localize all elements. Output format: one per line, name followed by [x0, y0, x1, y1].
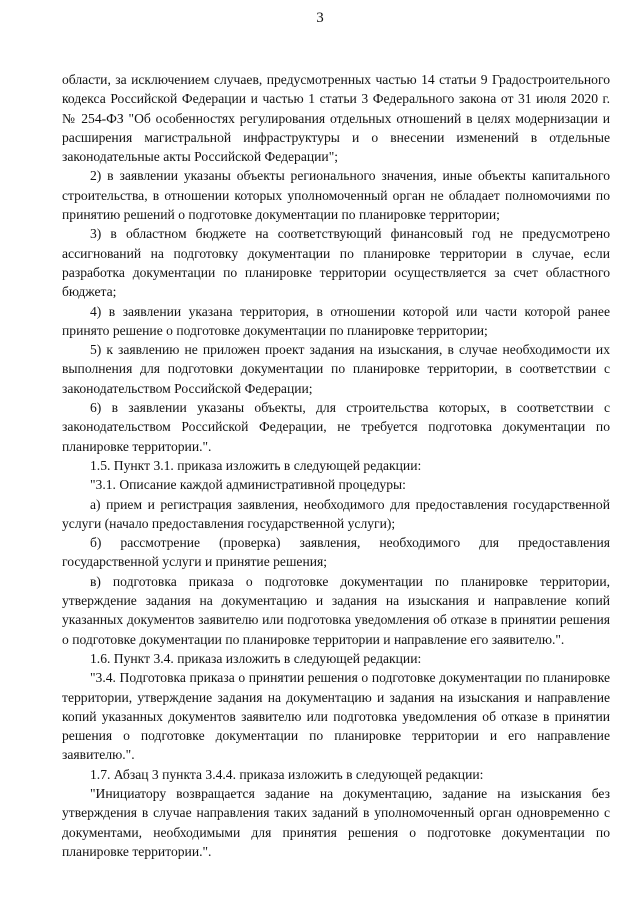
- paragraph-item-3: 3) в областном бюджете на соответствующий финансовый год не предусмотрено ассигнований на подготовку документации по планировке территории в случае, если разработка документации по планировке территории осуществляется за счет областного бюджета;: [62, 226, 610, 300]
- paragraph-amendment-1-6: 1.6. Пункт 3.4. приказа изложить в следующей редакции:: [90, 650, 422, 666]
- paragraph-item-6: 6) в заявлении указаны объекты, для строительства которых, в соответствии с законодательством Российской Федерации, не требуется подготовка документации по планировке территории.".: [62, 400, 610, 454]
- paragraph-subitem-b: б) рассмотрение (проверка) заявления, необходимого для предоставления государственной услуги и принятие решения;: [62, 535, 610, 570]
- paragraph-amendment-1-5: 1.5. Пункт 3.1. приказа изложить в следующей редакции:: [90, 457, 422, 473]
- paragraph-clause-3-4: "3.4. Подготовка приказа о принятии решения о подготовке документации по планировке территории, утверждение задания на документацию и задания на изыскания и направление копий указанных документов заявителю или подготовка уведомления об отказе в принятии решения о подготовке документации по планировке территории и его направление заявителю.".: [62, 670, 610, 763]
- paragraph-item-5: 5) к заявлению не приложен проект задания на изыскания, в случае необходимости их выполнения для подготовки документации по планировке территории, в соответствии с законодательством Российской Федерации;: [62, 342, 610, 396]
- paragraph-item-2: 2) в заявлении указаны объекты регионального значения, иные объекты капитального строительства, в отношении которых уполномоченный орган не обладает полномочиями по принятию решений о подготовке документации по планировке территории;: [62, 168, 610, 223]
- paragraph-subitem-a: а) прием и регистрация заявления, необходимого для предоставления государственной услуги (начало предоставления государственной услуги);: [62, 496, 610, 531]
- paragraph-amendment-1-7: 1.7. Абзац 3 пункта 3.4.4. приказа изложить в следующей редакции:: [90, 766, 484, 782]
- paragraph-item-4: 4) в заявлении указана территория, в отношении которой или части которой ранее принято решение о подготовке документации по планировке территории;: [62, 303, 610, 338]
- page-number: 3: [316, 10, 324, 26]
- document-body: [62, 70, 610, 861]
- paragraph-clause-3-1: "3.1. Описание каждой административной процедуры:: [90, 477, 406, 493]
- paragraph-clause-3-4-4: "Инициатору возвращается задание на документацию, задание на изыскания без утверждения в случае направления таких заданий в уполномоченный орган одновременно с документами, необходимыми для принятия решения о подготовке документации по планировке территории.".: [62, 785, 610, 859]
- paragraph-subitem-v: в) подготовка приказа о подготовке документации по планировке территории, утверждение задания на документацию и задания на изыскания и направление копий указанных документов заявителю или подготовка уведомления об отказе в принятии решения о подготовке документации по планировке территории и направление его заявителю.".: [62, 573, 610, 647]
- paragraph-continuation: области, за исключением случаев, предусмотренных частью 14 статьи 9 Градостроительного кодекса Российской Федерации и частью 1 статьи 3 Федерального закона от 31 июля 2020 г. № 254-ФЗ "Об особенностях регулирования отдельных отношений в целях модернизации и расширения магистральной инфраструктуры и о внесении изменений в отдельные законодательные акты Российской Федерации";: [62, 72, 610, 165]
